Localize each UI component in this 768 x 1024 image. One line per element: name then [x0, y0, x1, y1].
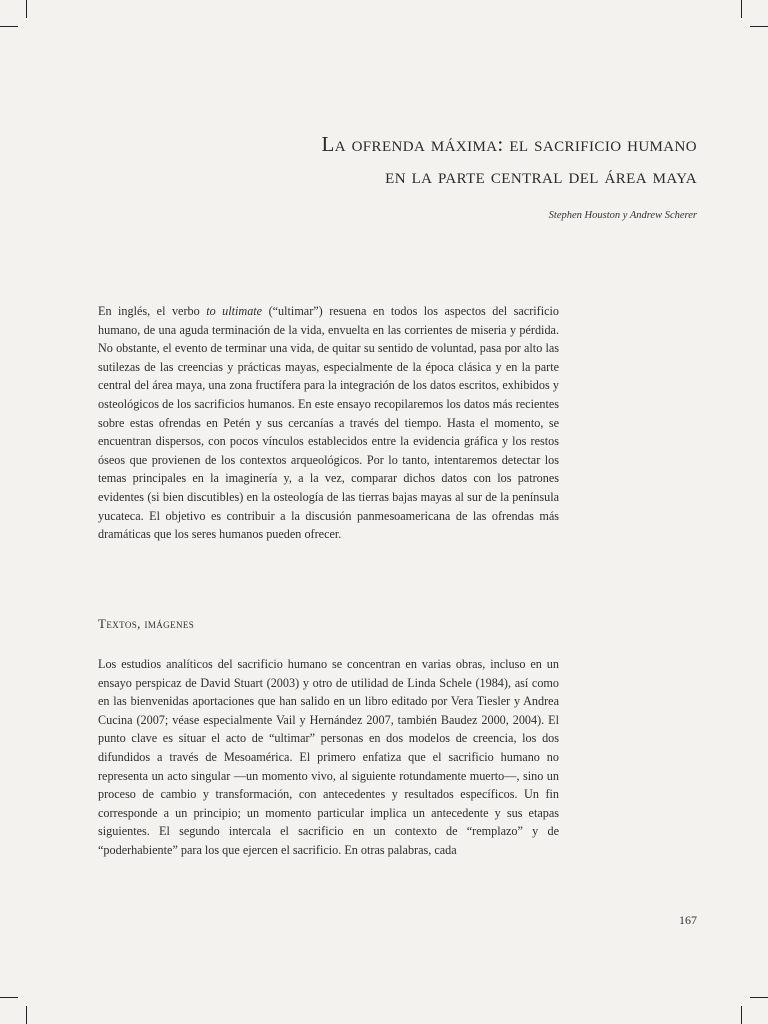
article-title-line-2: en la parte central del área maya [385, 164, 697, 188]
crop-mark [0, 997, 18, 998]
article-title [321, 128, 697, 192]
intro-term: to ultimate [206, 304, 263, 318]
article-title-line-1: La ofrenda máxima: el sacrificio humano [321, 132, 697, 156]
intro-paragraph [98, 302, 559, 544]
crop-mark [741, 0, 742, 18]
section-paragraph: Los estudios analíticos del sacrificio humano se concentran en varias obras, incluso en un ensayo perspicaz de David Stuart (2003) y otro de utilidad de Linda Schele (1984), así como en las bienvenidas aportaciones que han salido en un libro editado por Vera Tiesler y Andrea Cucina (2007; véase especialmente Vail y Hernández 2007, también Baudez 2000, 2004). El punto clave es situar el acto de “ultimar” personas en dos modelos de creencia, los dos difundidos a través de Mesoamérica. El primero enfatiza que el sacrificio humano no representa un acto singular —un momento vivo, al siguiente rotundamente muerto—, sino un proceso de cambio y transformación, con antecedentes y resultados específicos. Un fin corresponde a un principio; un momento particular implica un antecedente y sus etapas siguientes. El segundo intercala el sacrificio en un contexto de “remplazo” y de “poderhabiente” para los que ejercen el sacrificio. En otras palabras, cada [98, 657, 559, 857]
crop-mark [0, 26, 18, 27]
section-heading: Textos, imágenes [98, 616, 195, 631]
crop-mark [26, 0, 27, 18]
intro-text-after: (“ultimar”) resuena en todos los aspectos del sacrificio humano, de una aguda terminación de la vida, envuelta en las corrientes de miseria y pérdida. No obstante, el evento de terminar una vida, de quitar su sentido de voluntad, pasa por alto las sutilezas de las creencias y prácticas mayas, especialmente de la época clásica y en la parte central del área maya, una zona fructífera para la integración de los datos escritos, exhibidos y osteológicos de los sacrificios humanos. En este ensayo recopilaremos los datos más recientes sobre estas ofrendas en Petén y sus cercanías a través del tiempo. Hasta el momento, se encuentran dispersos, con pocos vínculos establecidos entre la evidencia gráfica y los restos óseos que provienen de los contextos arqueológicos. Por lo tanto, intentaremos detectar los temas principales en la imaginería y, a la vez, comparar dichos datos con los patrones evidentes (si bien discutibles) en la osteología de las tierras bajas mayas al sur de la península yucateca. El objetivo es contribuir a la discusión panmesoamericana de las ofrendas más dramáticas que los seres humanos pueden ofrecer. [98, 304, 559, 542]
page-number: 167 [679, 913, 697, 927]
article-authors: Stephen Houston y Andrew Scherer [548, 210, 697, 221]
crop-mark [26, 1006, 27, 1024]
intro-text-before: En inglés, el verbo [98, 304, 207, 318]
crop-mark [741, 1006, 742, 1024]
crop-mark [750, 26, 768, 27]
crop-mark [750, 997, 768, 998]
